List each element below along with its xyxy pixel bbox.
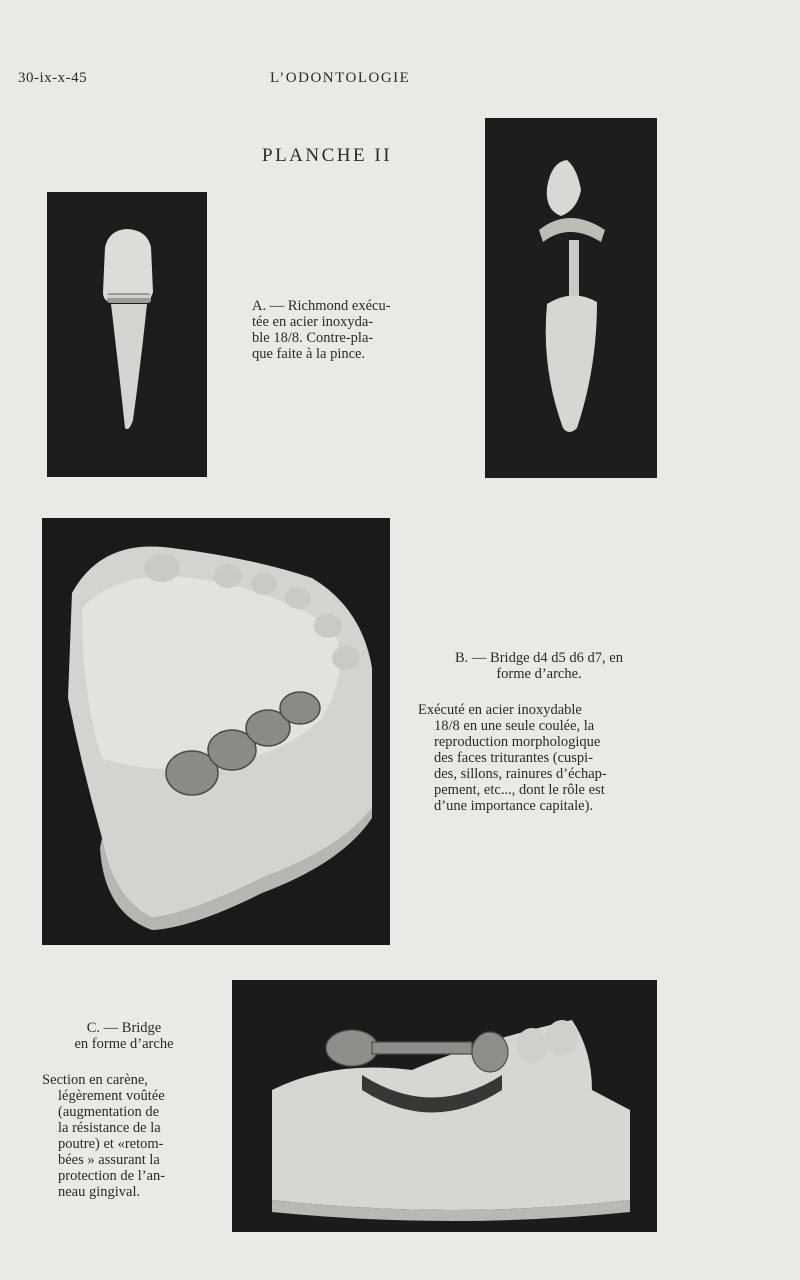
- caption-b-body-line: Exécuté en acier inoxydable: [418, 702, 582, 718]
- caption-b-body: [418, 702, 660, 814]
- caption-c: [42, 1020, 206, 1200]
- caption-c-title-line: en forme d’arche: [74, 1036, 174, 1052]
- caption-c-body-line: poutre) et «retom-: [58, 1136, 164, 1152]
- caption-b-title-line: B. — Bridge d4 d5 d6 d7, en: [455, 650, 623, 666]
- caption-c-body-line: légèrement voûtée: [58, 1088, 165, 1104]
- caption-a-line: A. — Richmond exécu-: [252, 298, 391, 314]
- photo-b-arch-bridge: [42, 518, 390, 945]
- caption-c-title: [42, 1020, 206, 1052]
- caption-b: [418, 650, 660, 814]
- caption-c-body-line: Section en carène,: [42, 1072, 148, 1088]
- caption-b-title-line: forme d’arche.: [496, 666, 582, 682]
- caption-a: [252, 298, 440, 362]
- caption-c-body-line: bées » assurant la: [58, 1152, 160, 1168]
- caption-b-title: [418, 650, 660, 682]
- caption-c-title-line: C. — Bridge: [86, 1020, 162, 1036]
- caption-b-body-line: des faces triturantes (cuspi-: [434, 750, 594, 766]
- caption-c-body-line: la résistance de la: [58, 1120, 161, 1136]
- caption-b-body-line: 18/8 en une seule coulée, la: [434, 718, 595, 734]
- caption-b-body-line: pement, etc..., dont le rôle est: [434, 782, 605, 798]
- caption-b-body-line: reproduction morphologique: [434, 734, 601, 750]
- journal-title-header: L’ODONTOLOGIE: [270, 70, 411, 86]
- photo-a-crown-front: [47, 192, 207, 477]
- photo-c-bridge-model: [232, 980, 657, 1232]
- caption-a-line: tée en acier inoxyda-: [252, 314, 374, 330]
- caption-c-body-line: (augmentation de: [58, 1104, 160, 1120]
- photo-a-crown-post: [485, 118, 657, 478]
- caption-c-body-line: protection de l’an-: [58, 1168, 166, 1184]
- caption-b-body-line: des, sillons, rainures d’échap-: [434, 766, 607, 782]
- plate-title: PLANCHE II: [262, 145, 393, 166]
- caption-b-body-line: d’une importance capitale).: [434, 798, 594, 814]
- page-date-header: 30-ix-x-45: [18, 70, 88, 86]
- caption-a-line: que faite à la pince.: [252, 346, 366, 362]
- caption-a-line: ble 18/8. Contre-pla-: [252, 330, 374, 346]
- caption-c-body-line: neau gingival.: [58, 1184, 141, 1200]
